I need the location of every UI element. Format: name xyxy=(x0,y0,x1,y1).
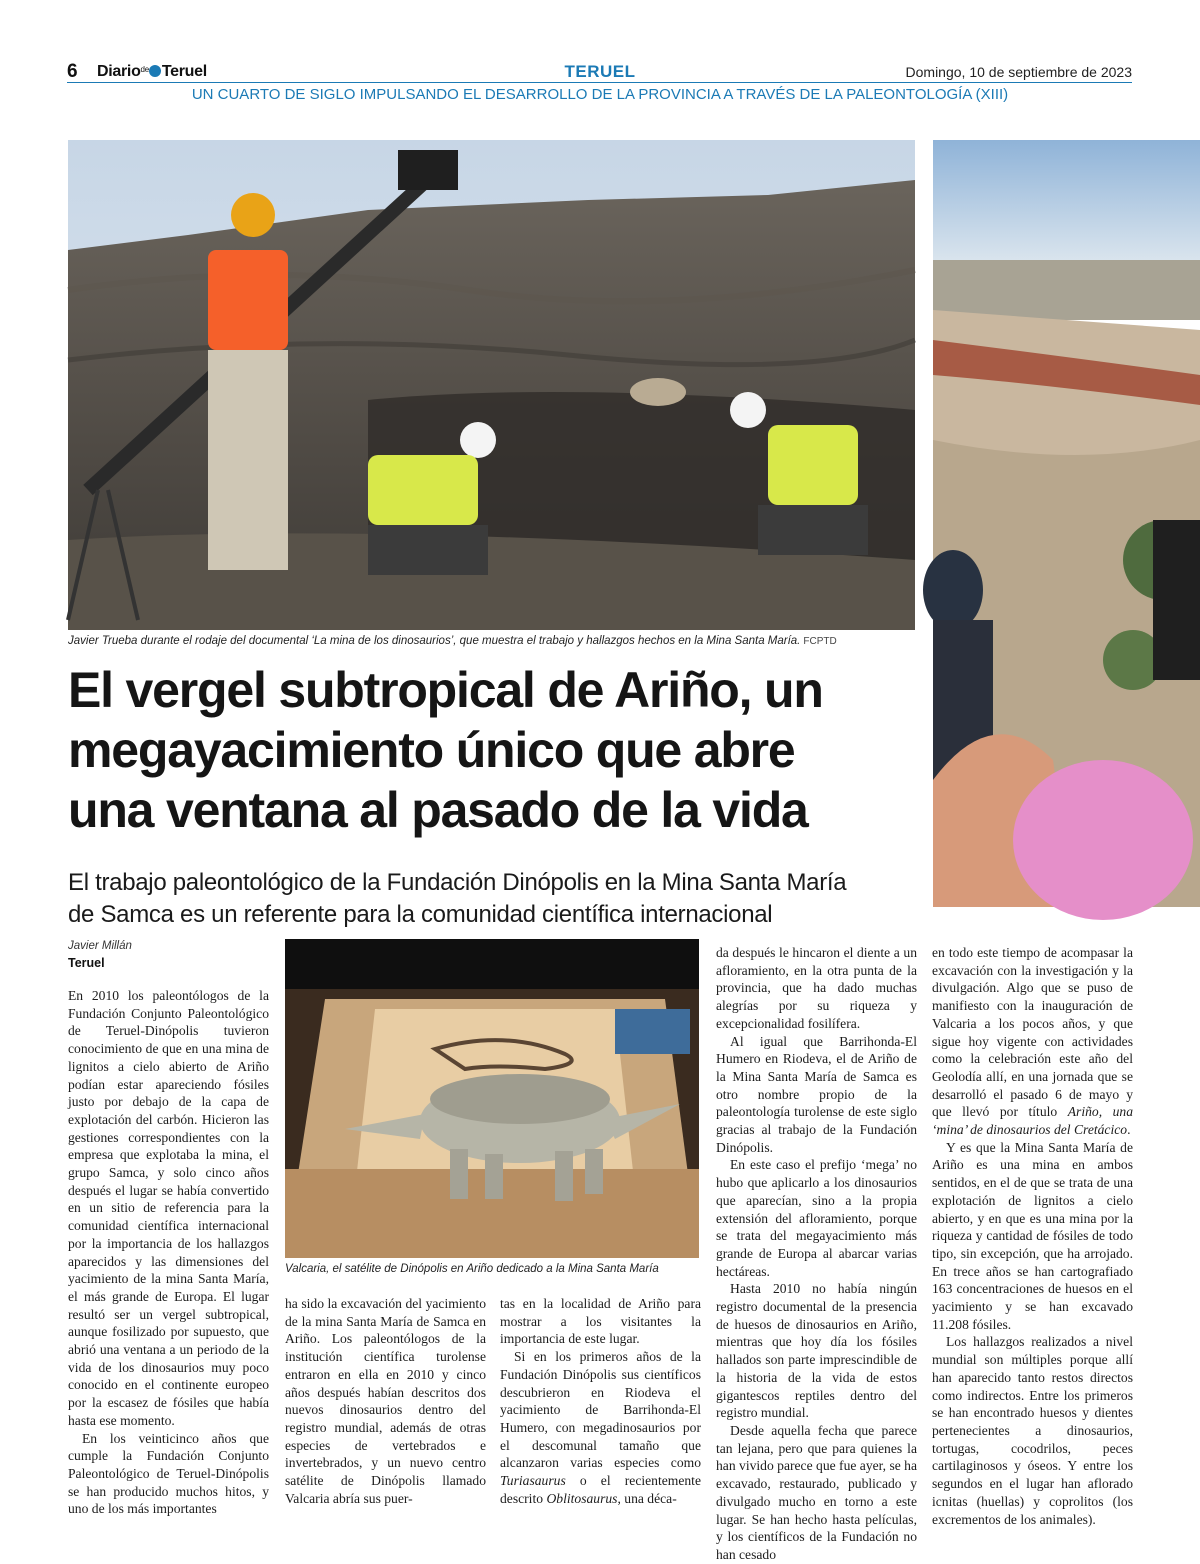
main-photo-excavation xyxy=(68,140,915,630)
paragraph: Los hallazgos realizados a nivel mundial son múltiples porque allí han aparecido tanto restos directos como indirectos. Entre los primeros se han encontrado huesos y dientes pertenecientes a dinosaurios, tortugas, cocodrilos, peces cartilaginosos y óseos. Y entre los segundos en el lugar han aflorado icnitas (huellas) y coprolitos (los excrementos de los animales). xyxy=(932,1334,1133,1527)
logo-text-de: de xyxy=(140,65,149,74)
paragraph: En los veinticinco años que cumple la Fundación Conjunto Paleontológico de Teruel-Dinópolis se han producido muchos hitos, y uno de los más importantes xyxy=(68,1430,269,1517)
logo-text-diario: Diario xyxy=(97,63,141,80)
paragraph: En 2010 los paleontólogos de la Fundación Conjunto Paleontológico de Teruel-Dinópolis tuvieron conocimiento de que en una mina de lignitos a cielo abierto de Ariño podían estar apareciendo fósiles justo por debajo de la capa de explotación del carbón. Hicieron las gestiones correspondientes con la empresa que explotaba la mina, el grupo Samca, y solo cinco años después el lugar se había convertido en un sitio de referencia para la comunidad científica internacional por la importancia de los hallazgos aparecidos y las dimensiones del yacimiento de la mina Santa María, el más grande de Europa. El lugar resultó ser un vergel subtropical, aunque fosilizado por supuesto, que abrió una ventana a un periodo de la vida de los dinosaurios muy poco conocido en el continente europeo por la escasez de fósiles que había hasta ese momento. xyxy=(68,988,269,1428)
event-title: Ariño, una ‘mina’ de dinosaurios del Cretácico xyxy=(932,1104,1134,1138)
caption-text: Javier Trueba durante el rodaje del documental ‘La mina de los dinosaurios’, que muestra el trabajo y hallazgos hechos en la Mina Santa María. xyxy=(68,635,801,647)
mid-photo-valcaria xyxy=(285,939,699,1258)
section-title: TERUEL xyxy=(564,62,636,81)
article-column-3 xyxy=(500,1295,701,1507)
subheadline-line-2: de Samca es un referente para la comunidad científica internacional xyxy=(68,901,773,928)
photo-credit: FCPTD xyxy=(803,636,837,647)
paragraph: da después le hincaron el diente a un afloramiento, en la otra punta de la provincia, que ha dado muchas alegrías por su riqueza y excepcionalidad fosilífera. xyxy=(716,945,917,1031)
headline-line-2: megayacimiento único que abre xyxy=(68,722,795,778)
text-run: o el recientemente descrito xyxy=(500,1473,701,1506)
paragraph xyxy=(500,1348,701,1507)
issue-date: Domingo, 10 de septiembre de 2023 xyxy=(905,64,1132,80)
text-run: . xyxy=(1127,1122,1131,1138)
article-column-1 xyxy=(68,987,269,1518)
paragraph xyxy=(932,944,1133,1139)
text-run: en todo este tiempo de acompasar la excavación con la investigación y la divulgación. Algo que se puso de manifiesto con la inauguración de Valcaria a los pocos años, y que sigue hoy vigente con actividades como la celebración este año del Geolodía allí, en una jornada que se desarrolló el pasado 6 de mayo y que llevó por título xyxy=(932,945,1133,1120)
byline-place: Teruel xyxy=(68,956,105,970)
side-photo-visitors xyxy=(933,140,1200,907)
paragraph: Desde aquella fecha que parece tan lejana, pero que para quienes la han vivido parece que fue ayer, se ha excavado, restaurado, publicado y divulgado mucho en torno a este lugar. Se han hecho hasta películas, y los científicos de la Fundación no han cesado xyxy=(716,1422,917,1562)
paragraph: tas en la localidad de Ariño para mostrar a los visitantes la importancia de este lugar. xyxy=(500,1296,701,1347)
species-name: Turiasaurus xyxy=(500,1473,566,1489)
page-number: 6 xyxy=(67,61,78,82)
headline xyxy=(68,660,928,840)
series-title: UN CUARTO DE SIGLO IMPULSANDO EL DESARROLLO DE LA PROVINCIA A TRAVÉS DE LA PALEONTOLOGÍA (XIII) xyxy=(191,86,1009,103)
paragraph: Al igual que Barrihonda-El Humero en Riodeva, el de Ariño de la Mina Santa María de Samca es otro nombre propio de la paleontología turolense de este siglo gracias al trabajo de la Fundación Dinópolis. xyxy=(716,1033,917,1155)
species-name: Oblitosaurus xyxy=(546,1490,618,1506)
text-run: Si en los primeros años de la Fundación Dinópolis sus científicos descubrieron en Riodeva el yacimiento de Barrihonda-El Humero, con megadinosaurios por el descomunal tamaño que alcanzaron varias especies como xyxy=(500,1349,701,1471)
logo-text-teruel: Teruel xyxy=(161,63,207,80)
article-column-4 xyxy=(716,944,917,1564)
main-photo-caption xyxy=(68,635,837,647)
subheadline xyxy=(68,867,928,931)
headline-line-3: una ventana al pasado de la vida xyxy=(68,782,808,838)
paragraph: Y es que la Mina Santa María de Ariño es una mina en ambos sentidos, en el de que se trata de una explotación de lignitos a cielo abierto, y en que es una mina por la riqueza y cantidad de fósiles de todo tipo, sin excepción, que ha arrojado. En trece años se han cartografiado 163 concentraciones de huesos en el yacimiento y se han excavado 11.208 fósiles. xyxy=(932,1139,1133,1332)
byline-author: Javier Millán xyxy=(68,940,132,952)
article-column-2 xyxy=(285,1295,486,1507)
mid-photo-caption: Valcaria, el satélite de Dinópolis en Ariño dedicado a la Mina Santa María xyxy=(285,1263,659,1275)
paragraph: En este caso el prefijo ‘mega’ no hubo que aplicarlo a los dinosaurios que aparecían, sino a la propia extensión del afloramiento, porque se trata del megayacimiento más grande de Europa al abarcar varias hectáreas. xyxy=(716,1157,917,1279)
text-run: , una déca- xyxy=(617,1490,677,1506)
subheadline-line-1: El trabajo paleontológico de la Fundación Dinópolis en la Mina Santa María xyxy=(68,869,847,896)
paragraph: ha sido la excavación del yacimiento de la mina Santa María de Samca en Ariño. Los paleontólogos de la institución científica turolense entraron en ella en 2010 y cinco años después habían descritos dos nuevos dinosaurios dentro del registro mundial, además de otras especies de vertebrados e invertebrados, y un nuevo centro satélite de Dinópolis llamado Valcaria abría sus puer- xyxy=(285,1296,486,1506)
header-divider xyxy=(67,82,1132,83)
article-column-5 xyxy=(932,944,1133,1528)
paragraph: Hasta 2010 no había ningún registro documental de la presencia de huesos de dinosaurios en Ariño, mientras que hoy día los fósiles hallados son parte imprescindible de la historia de la vida de estos gigantescos reptiles dentro del registro mundial. xyxy=(716,1281,917,1421)
headline-line-1: El vergel subtropical de Ariño, un xyxy=(68,662,823,718)
